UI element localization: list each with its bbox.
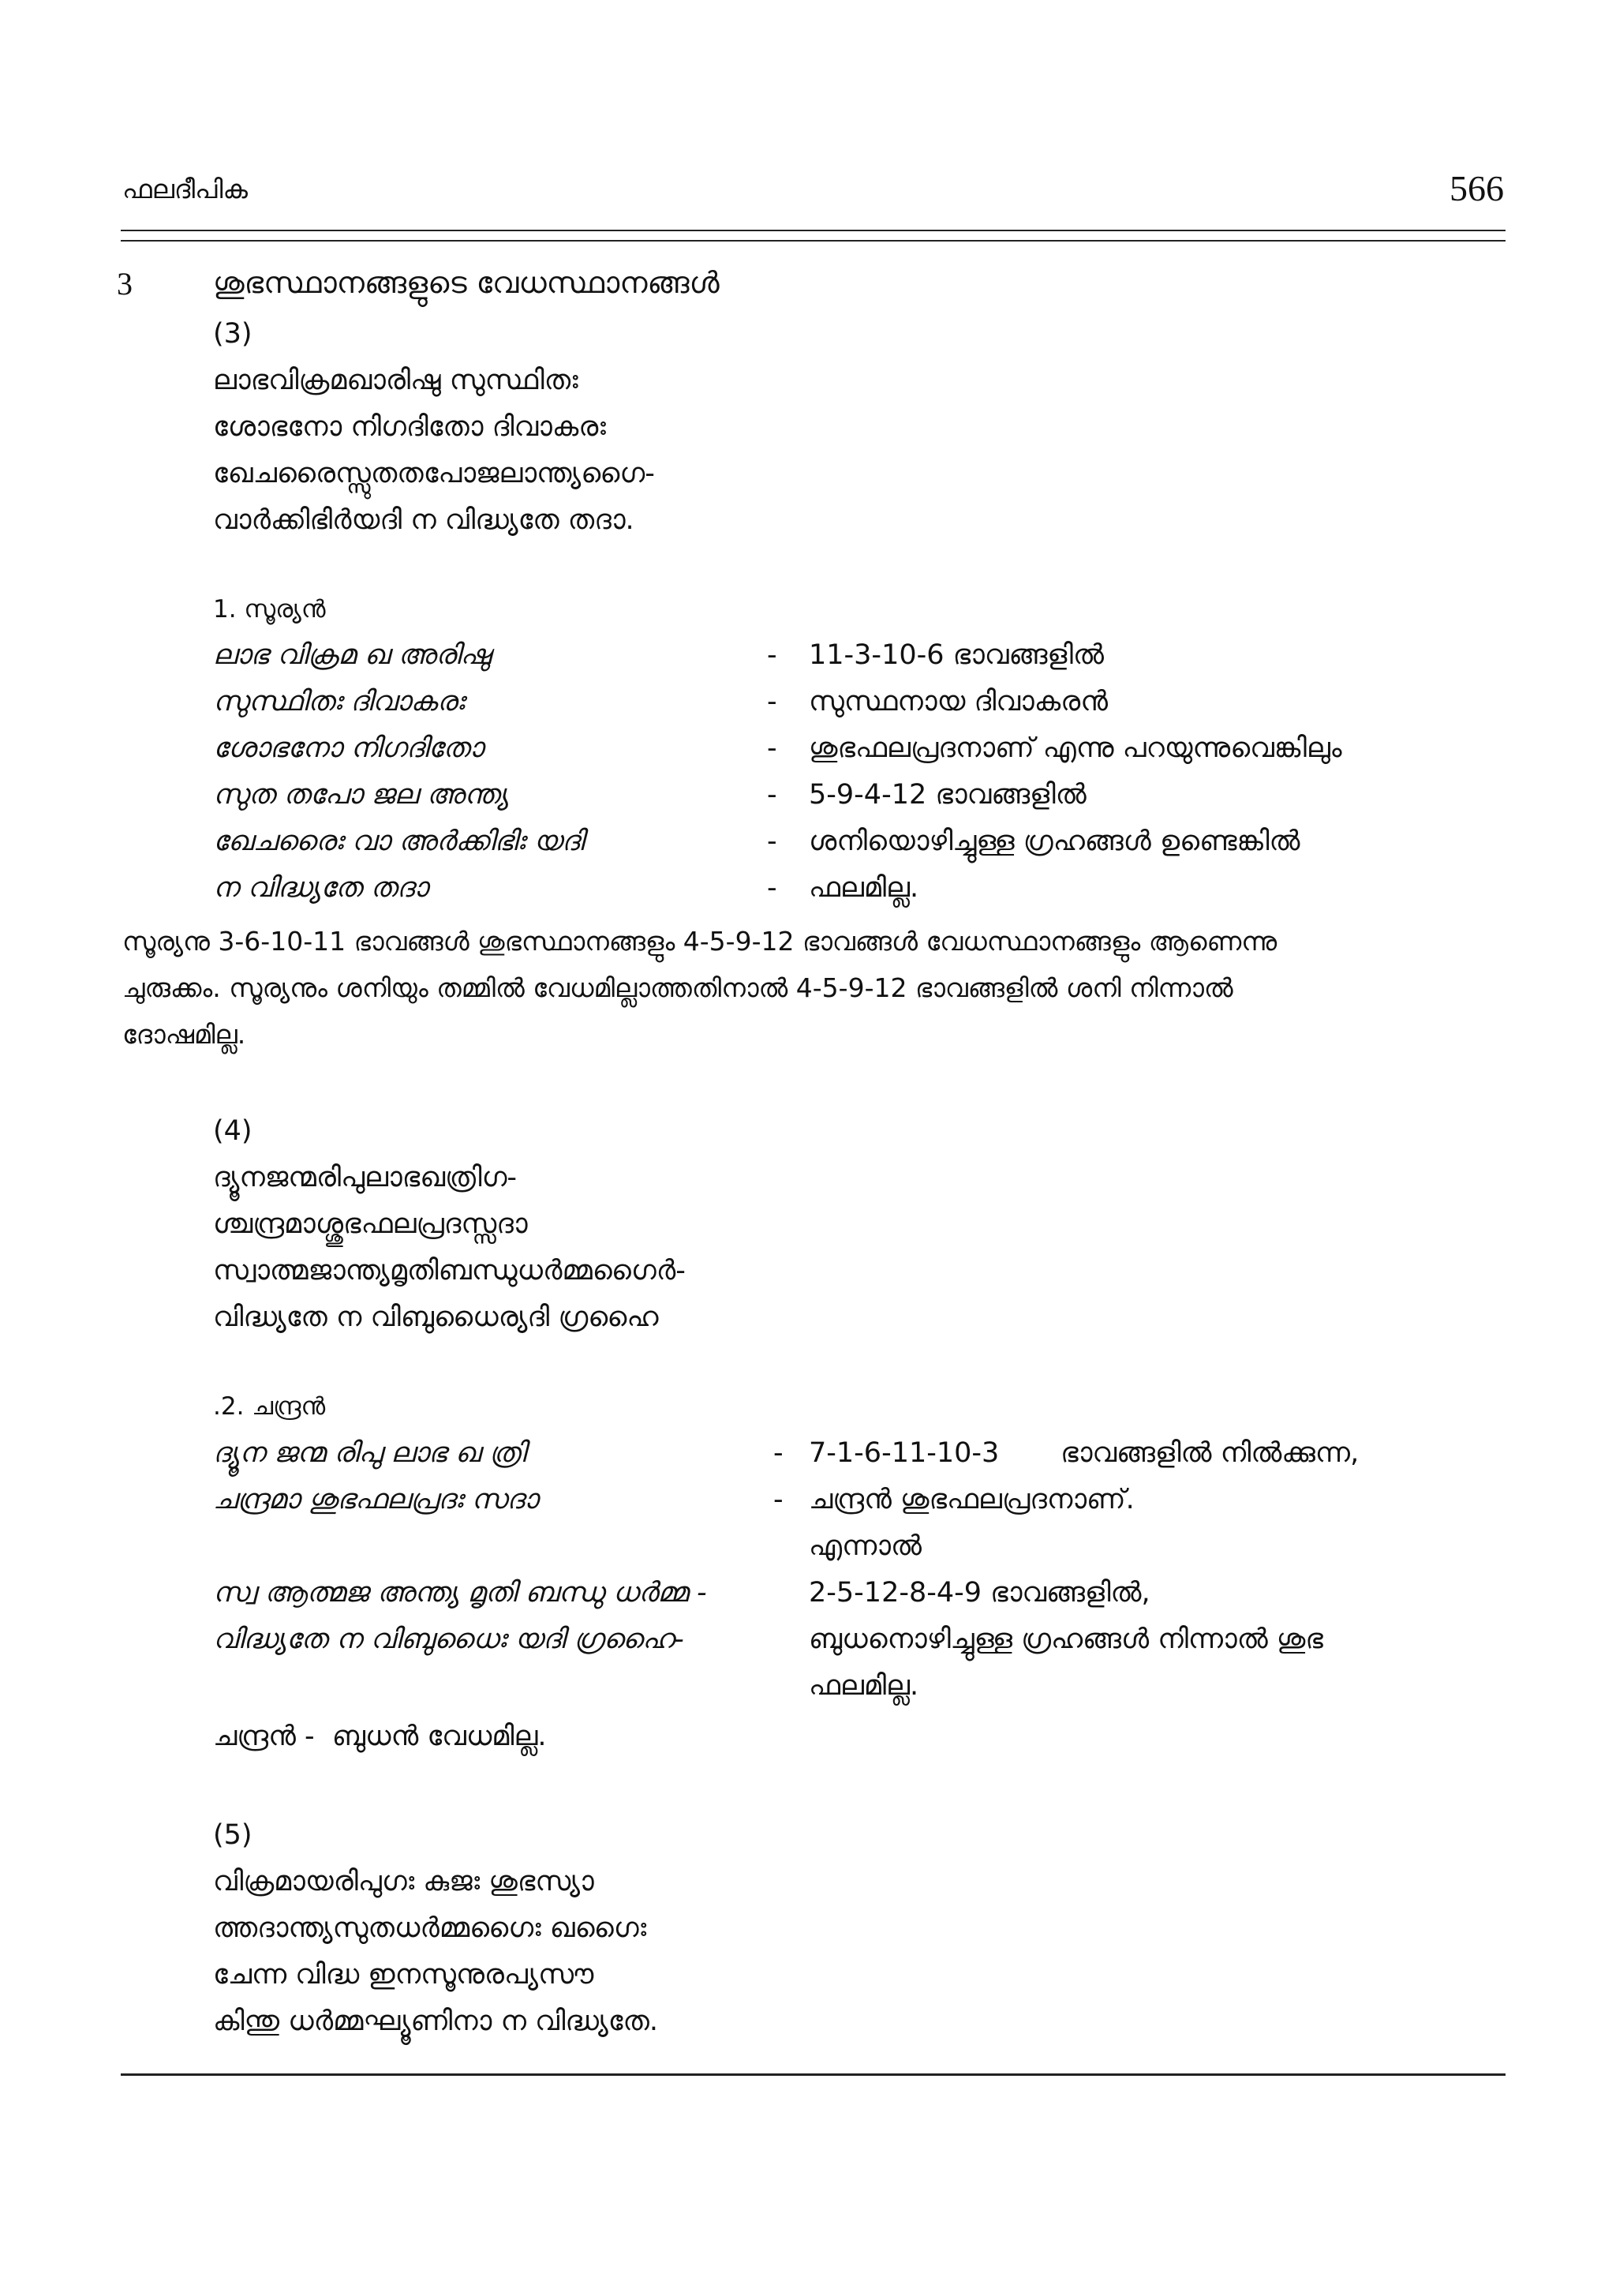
gloss-meaning: ഫലമില്ല. xyxy=(809,1670,919,1702)
gloss-dash: - xyxy=(767,732,777,764)
surya-summary xyxy=(122,918,1507,1058)
gloss-meaning: 5-9-4-12 ഭാവങ്ങളിൽ xyxy=(809,779,1087,811)
gloss-row xyxy=(0,1624,1616,1670)
verse-3 xyxy=(213,311,655,544)
gloss-row xyxy=(0,686,1616,732)
gloss-meaning: സുസ്ഥനായ ദിവാകരൻ xyxy=(809,686,1109,717)
gloss-row xyxy=(0,826,1616,872)
gloss-meaning: ശുഭഫലപ്രദനാണ് എന്നു പറയുന്നുവെങ്കിലും xyxy=(809,732,1342,764)
gloss-meaning: ഫലമില്ല. xyxy=(809,872,919,904)
verse-number: (4) xyxy=(213,1115,252,1147)
gloss-dash: - xyxy=(767,826,777,857)
gloss-term: സുസ്ഥിതഃ ദിവാകരഃ xyxy=(213,686,465,717)
section-number: 3 xyxy=(117,266,133,302)
gloss-row xyxy=(0,779,1616,826)
verse-line: ശോഭനോ നിഗദിതോ ദിവാകരഃ xyxy=(213,411,606,443)
gloss-dash: - xyxy=(767,779,777,811)
gloss-term: ചന്ദ്രമാ ശുഭഫലപ്രദഃ സദാ xyxy=(213,1484,538,1515)
gloss-meaning: 7-1-6-11-10-3 ഭാവങ്ങളിൽ നിൽക്കുന്ന, xyxy=(809,1437,1360,1469)
gloss-row xyxy=(0,1670,1616,1717)
gloss-term: ശോഭനോ നിഗദിതോ xyxy=(213,732,484,764)
gloss-row xyxy=(0,1577,1616,1624)
gloss-term: ന വിദ്ധ്യതേ തദാ xyxy=(213,872,428,904)
verse-5 xyxy=(213,1812,658,2045)
gloss-row xyxy=(0,639,1616,686)
gloss-term: വിദ്ധ്യതേ ന വിബുധൈഃ യദി ഗ്രഹൈ- xyxy=(213,1624,684,1655)
page-number: 566 xyxy=(1450,168,1504,208)
summary-line: ദോഷമില്ല. xyxy=(122,1019,246,1050)
verse-line: കിന്തു ധർമ്മഘ്യൂണിനാ ന വിദ്ധ്യതേ. xyxy=(213,2006,659,2037)
summary-line: സൂര്യനു 3-6-10-11 ഭാവങ്ങൾ ശുഭസ്ഥാനങ്ങളും 4-5-9-12 ഭാവങ്ങൾ വേധസ്ഥാനങ്ങളും ആണെന്നു xyxy=(122,926,1277,957)
book-title: ഫലദീപിക xyxy=(122,174,249,204)
verse-line: ചേന്ന വിദ്ധ ഇനസൂനുരപ്യസൗ xyxy=(213,1959,594,1991)
gloss-meaning: ചന്ദ്രൻ ശുഭഫലപ്രദനാണ്. xyxy=(809,1484,1135,1515)
gloss-row xyxy=(0,1484,1616,1530)
gloss-dash: - xyxy=(773,1437,784,1469)
gloss-dash: - xyxy=(773,1484,784,1515)
gloss-dash: - xyxy=(767,686,777,717)
gloss-row xyxy=(0,1530,1616,1577)
verse-line: ത്തദാന്ത്യസുതധർമ്മഗൈഃ ഖഗൈഃ xyxy=(213,1912,647,1944)
header-rule-top xyxy=(121,230,1506,231)
verse-number: (3) xyxy=(213,318,252,350)
verse-line: ഖേചരൈസ്സുതതപോജലാന്ത്യഗൈ- xyxy=(213,458,655,489)
gloss-row xyxy=(0,872,1616,919)
section-title: ശുഭസ്ഥാനങ്ങളുടെ വേധസ്ഥാനങ്ങൾ xyxy=(213,265,720,300)
gloss-meaning: ബുധനൊഴിച്ചുള്ള ഗ്രഹങ്ങൾ നിന്നാൽ ശുഭ xyxy=(809,1624,1323,1655)
verse-line: ശ്ചന്ദ്രമാശ്ശുഭഫലപ്രദസ്സദാ xyxy=(213,1208,528,1240)
footer-rule xyxy=(121,2073,1506,2076)
gloss-term: സ്വ ആത്മജ അന്ത്യ മൃതി ബന്ധു ധർമ്മ - xyxy=(213,1577,707,1609)
gloss-term: ദ്യൂന ജന്മ രിപു ലാഭ ഖ ത്രി xyxy=(213,1437,526,1469)
gloss-dash: - xyxy=(767,872,777,904)
verse-line: വിദ്ധ്യതേ ന വിബുധൈര്യദി ഗ്രഹൈ xyxy=(213,1302,659,1333)
gloss-meaning: 11-3-10-6 ഭാവങ്ങളിൽ xyxy=(809,639,1105,671)
gloss-term: ഖേചരൈഃ വാ അർക്കിഭിഃ യദി xyxy=(213,826,584,857)
gloss-meaning: 2-5-12-8-4-9 ഭാവങ്ങളിൽ, xyxy=(809,1577,1150,1609)
gloss-row xyxy=(0,1437,1616,1484)
chandra-heading: .2. ചന്ദ്രൻ xyxy=(213,1392,326,1421)
gloss-term: ലാഭ വിക്രമ ഖ അരിഷു xyxy=(213,639,491,671)
gloss-meaning: എന്നാൽ xyxy=(809,1530,922,1562)
verse-line: വിക്രമായരിപുഗഃ കുജഃ ശുഭസ്യാ xyxy=(213,1866,594,1897)
header-rule-bottom xyxy=(121,240,1506,242)
verse-line: ലാഭവിക്രമഖാരിഷു സുസ്ഥിതഃ xyxy=(213,365,578,396)
gloss-row xyxy=(0,732,1616,779)
verse-line: വാർക്കിഭിർയദി ന വിദ്ധ്യതേ തദാ. xyxy=(213,504,634,536)
gloss-meaning: ശനിയൊഴിച്ചുള്ള ഗ്രഹങ്ങൾ ഉണ്ടെങ്കിൽ xyxy=(809,826,1300,857)
surya-heading: 1. സൂര്യൻ xyxy=(213,595,326,624)
verse-number: (5) xyxy=(213,1819,252,1851)
gloss-term: സുത തപോ ജല അന്ത്യ xyxy=(213,779,509,811)
gloss-dash: - xyxy=(767,639,777,671)
summary-line: ചുരുക്കം. സൂര്യനും ശനിയും തമ്മിൽ വേധമില്ലാത്തതിനാൽ 4-5-9-12 ഭാവങ്ങളിൽ ശനി നിന്നാൽ xyxy=(122,972,1233,1003)
verse-line: ദ്യൂനജന്മരിപുലാഭഖത്രിഗ- xyxy=(213,1162,518,1193)
verse-line: സ്വാത്മജാന്ത്യമൃതിബന്ധുധർമ്മഗൈർ- xyxy=(213,1255,686,1287)
verse-4 xyxy=(213,1108,686,1341)
chandra-note: ചന്ദ്രൻ - ബുധൻ വേധമില്ല. xyxy=(213,1721,547,1752)
